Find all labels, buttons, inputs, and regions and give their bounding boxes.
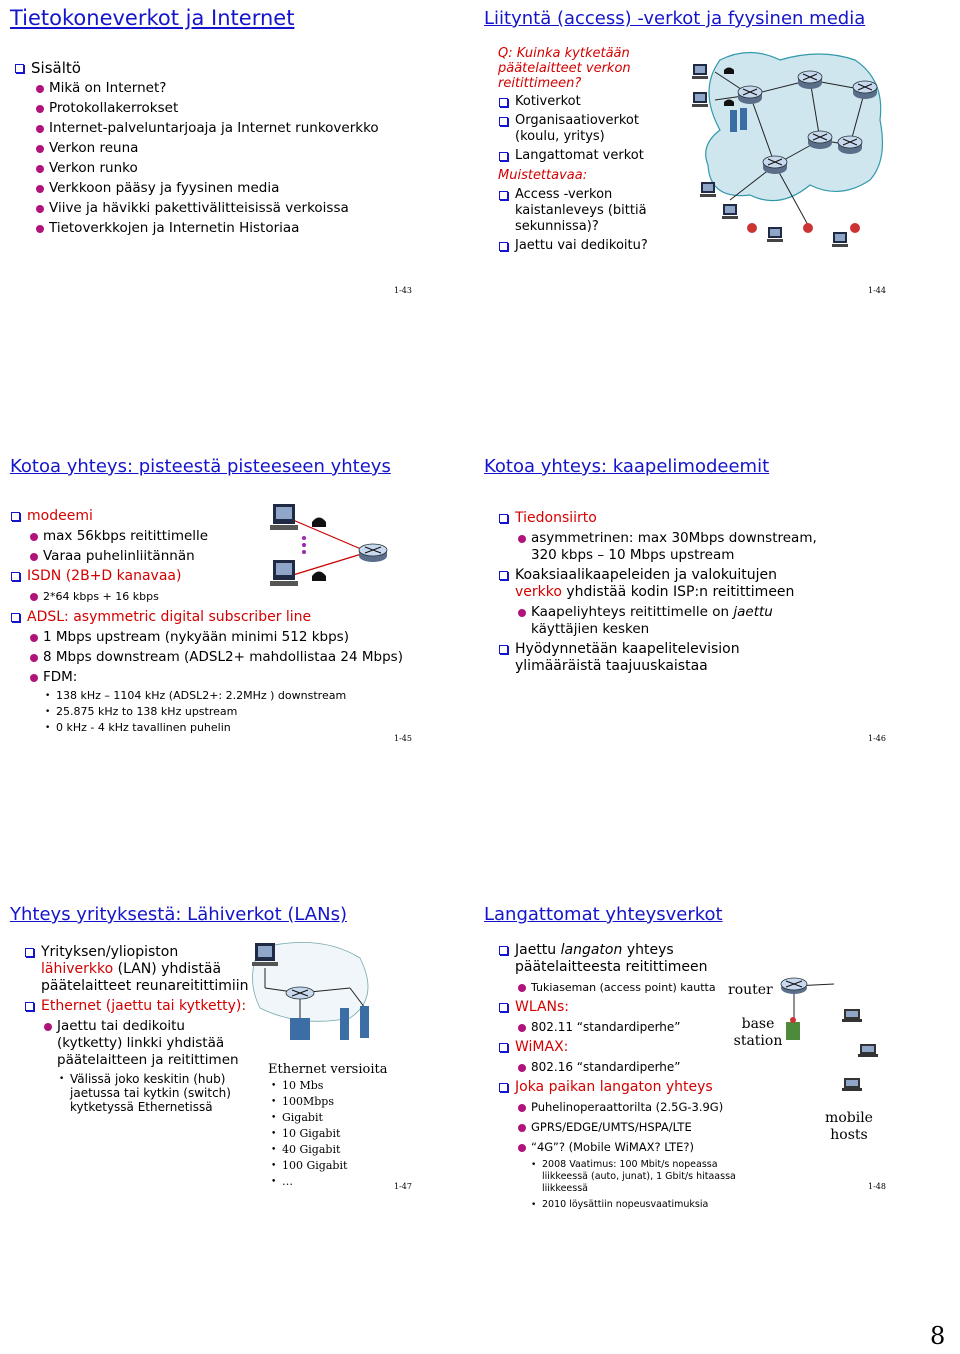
slide-1-48 [484, 896, 954, 1210]
ethernet-versions-title: Ethernet versioita [268, 1062, 388, 1077]
list-item: Tietoverkkojen ja Internetin Historiaa [34, 220, 454, 237]
bullet-wimax: WiMAX: [498, 1039, 738, 1056]
slide-title: Yhteys yrityksestä: Lähiverkot (LANs) [10, 904, 347, 925]
list-item: Internet-palveluntarjoaja ja Internet runkoverkko [34, 120, 454, 137]
shared-text-a: Jaettu [515, 942, 561, 958]
list-item: GPRS/EDGE/UMTS/HSPA/LTE [516, 1119, 738, 1136]
coax-text-c: yhdistää kodin ISP:n reitittimeen [561, 584, 795, 600]
slide-body [498, 942, 738, 1213]
adsl-bullet: ADSL: asymmetric digital subscriber line [10, 609, 440, 626]
slide-number: 1-44 [868, 286, 886, 295]
slide-number: 1-43 [394, 286, 412, 295]
list-item: 8 Mbps downstream (ADSL2+ mahdollistaa 24 Mbps) [28, 649, 440, 666]
bullet-lan [24, 944, 249, 995]
question: Q: Kuinka kytketään päätelaitteet verkon reitittimeen? [498, 46, 631, 91]
list-item: Puhelinoperaattorilta (2.5G-3.9G) [516, 1099, 738, 1116]
list-item: Jaettu tai dedikoitu (kytketty) linkki yhdistää päätelaitteen ja reitittimen [42, 1018, 249, 1069]
list-item: • 100 Gigabit [268, 1159, 387, 1173]
slide-1-43 [10, 0, 480, 300]
slide-number: 1-45 [394, 734, 412, 743]
page-number: 8 [930, 1322, 946, 1350]
coax-text-a: Koaksiaalikaapeleiden ja valokuitujen [515, 567, 778, 583]
bullet-transfer: Tiedonsiirto [498, 510, 828, 527]
shared-text-c: yhteys päätelaitteesta reitittimeen [515, 942, 708, 975]
base-station-label: base station [733, 1016, 783, 1049]
list-item: Verkon reuna [34, 140, 454, 157]
list-item: Langattomat verkot [498, 148, 673, 164]
list-item [516, 604, 828, 638]
slide-1-45 [10, 448, 480, 748]
list-item: 2*64 kbps + 16 kbps [28, 588, 440, 605]
contents [14, 60, 454, 240]
list-item: Organisaatioverkot (koulu, yritys) [498, 113, 673, 145]
slide-1-46 [484, 448, 954, 748]
list-item: • 0 kHz - 4 kHz tavallinen puhelin [42, 721, 440, 735]
bullet-everywhere: Joka paikan langaton yhteys [498, 1079, 738, 1096]
shared-text-b: jaettu [733, 604, 773, 620]
isdn-bullet: ISDN (2B+D kanavaa) [10, 568, 440, 585]
list-item: • 138 kHz – 1104 kHz (ADSL2+: 2.2MHz ) downstream [42, 689, 440, 703]
list-item: Varaa puhelinliitännän [28, 548, 440, 565]
list-item: • Gigabit [268, 1111, 387, 1125]
list-item: Kotiverkot [498, 94, 673, 110]
list-item: Protokollakerrokset [34, 100, 454, 117]
list-item: max 56kbps reitittimelle [28, 528, 440, 545]
list-item: Mikä on Internet? [34, 80, 454, 97]
lan-text-b: lähiverkko [41, 961, 114, 977]
contents-heading: Sisältö [14, 60, 454, 77]
list-item: FDM: [28, 669, 440, 686]
list-item: 802.11 “standardiperhe” [516, 1019, 738, 1036]
modem-bullet: modeemi [10, 508, 440, 525]
slide-number: 1-48 [868, 1182, 886, 1191]
list-item: • Välissä joko keskitin (hub) jaetussa tai kytkin (switch) kytketyssä Ethernetissä [56, 1072, 249, 1114]
slide-body [498, 46, 673, 257]
slide-number: 1-47 [394, 1182, 412, 1191]
bullet-ethernet: Ethernet (jaettu tai kytketty): [24, 998, 249, 1015]
lan-text-c: (LAN) yhdistää päätelaitteet reunareitittimiin [41, 961, 249, 994]
remember-heading: Muistettavaa: [498, 168, 588, 183]
bullet-shared [498, 942, 738, 976]
slide-number: 1-46 [868, 734, 886, 743]
slide-title: Liityntä (access) -verkot ja fyysinen media [484, 8, 866, 29]
list-item: • … [268, 1175, 387, 1189]
coax-text-b: verkko [515, 584, 562, 600]
list-item: asymmetrinen: max 30Mbps downstream, 320 kbps – 10 Mbps upstream [516, 530, 828, 564]
list-item: • 10 Gigabit [268, 1127, 387, 1141]
list-item: Access -verkon kaistanleveys (bittiä sekunnissa)? [498, 187, 673, 235]
list-item: Verkon runko [34, 160, 454, 177]
slide-1-44 [484, 0, 954, 300]
slide-title: Langattomat yhteysverkot [484, 904, 723, 925]
dialup-diagram [268, 500, 398, 600]
list-item: Verkkoon pääsy ja fyysinen media [34, 180, 454, 197]
lan-diagram [240, 938, 390, 1048]
slide-title: Kotoa yhteys: kaapelimodeemit [484, 456, 770, 477]
router-label: router [728, 982, 773, 998]
shared-text-a: Kaapeliyhteys reitittimelle on [531, 604, 734, 620]
list-item: • 10 Mbs [268, 1079, 387, 1093]
list-item: • 40 Gigabit [268, 1143, 387, 1157]
list-item: Jaettu vai dedikoitu? [498, 238, 673, 254]
bullet-tv: Hyödynnetään kaapelitelevision ylimääräistä taajuuskaistaa [498, 641, 828, 675]
slide-title: Tietokoneverkot ja Internet [10, 6, 295, 30]
slide-title: Kotoa yhteys: pisteestä pisteeseen yhteys [10, 456, 391, 477]
list-item: • 2010 löysättiin nopeusvaatimuksia [528, 1199, 738, 1211]
shared-text-b: langaton [560, 942, 623, 958]
list-item: • 2008 Vaatimus: 100 Mbit/s nopeassa liikkeessä (auto, junat), 1 Gbit/s hitaassa liikkeessä [528, 1159, 738, 1195]
list-item: 802.16 “standardiperhe” [516, 1059, 738, 1076]
list-item: • 25.875 kHz to 138 kHz upstream [42, 705, 440, 719]
bullet-wlan: WLANs: [498, 999, 738, 1016]
access-network-diagram [690, 50, 890, 255]
list-item: • 100Mbps [268, 1095, 387, 1109]
ethernet-versions [268, 1062, 387, 1191]
slide-body [24, 944, 249, 1116]
list-item: Tukiaseman (access point) kautta [516, 979, 738, 996]
slide-body [498, 510, 828, 678]
bullet-coax [498, 567, 828, 601]
lan-text-a: Yrityksen/yliopiston [41, 944, 179, 960]
wireless-diagram [774, 974, 884, 1104]
slide-1-47 [10, 896, 480, 1196]
list-item: “4G”? (Mobile WiMAX? LTE?) [516, 1139, 738, 1156]
contents-list [34, 80, 454, 237]
mobile-hosts-label: mobile hosts [825, 1110, 873, 1143]
list-item: 1 Mbps upstream (nykyään minimi 512 kbps) [28, 629, 440, 646]
list-item: Viive ja hävikki pakettivälitteisissä verkoissa [34, 200, 454, 217]
shared-text-c: käyttäjien kesken [531, 621, 650, 637]
